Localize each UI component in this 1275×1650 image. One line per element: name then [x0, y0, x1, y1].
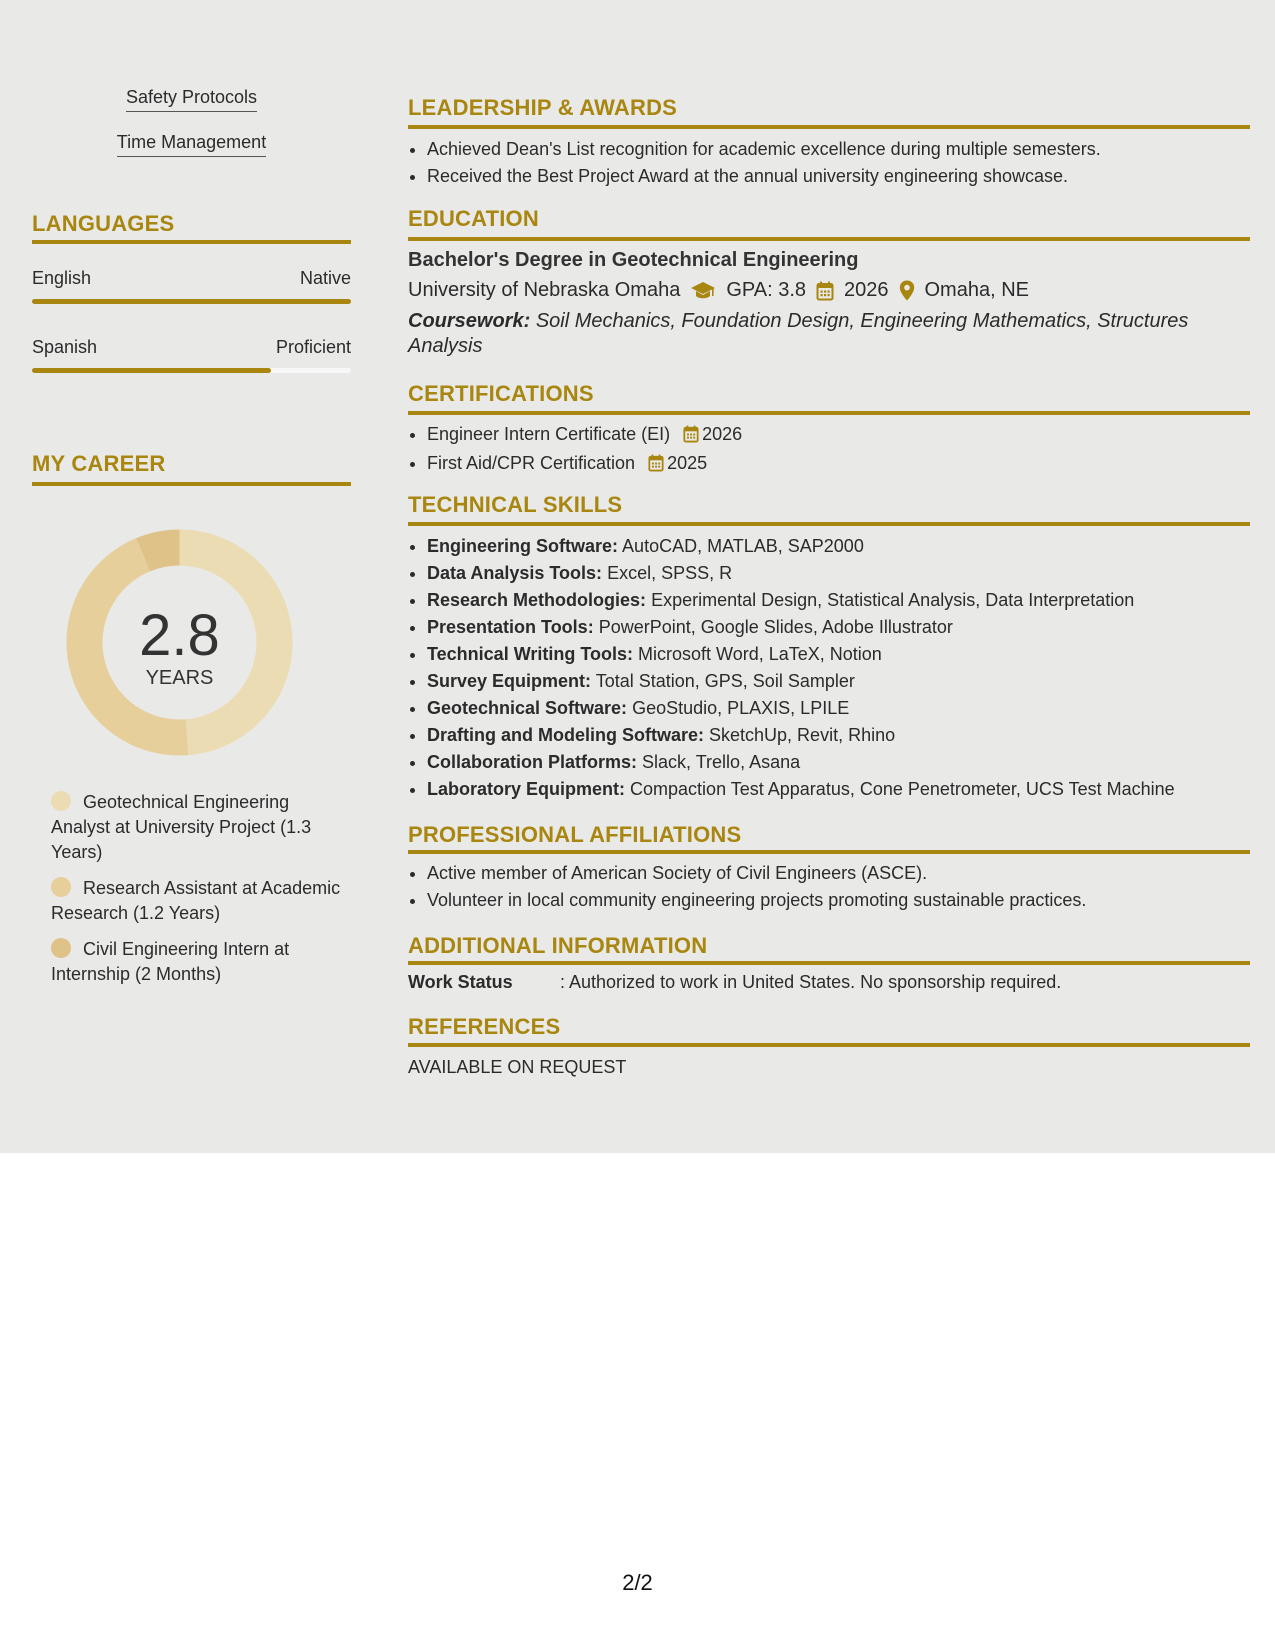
- list-item: • Received the Best Project Award at the annual university engineering showcase.: [427, 163, 1269, 190]
- career-legend-item: Geotechnical Engineering Analyst at University Project (1.3 Years): [51, 792, 312, 862]
- languages-title: LANGUAGES: [32, 211, 175, 236]
- language-row: [32, 337, 351, 358]
- skill-row: [427, 695, 1269, 722]
- skill-category: Laboratory Equipment:: [427, 779, 626, 799]
- skill-values: GeoStudio, PLAXIS, LPILE: [632, 698, 850, 718]
- legend-swatch: [51, 938, 71, 958]
- skill-category: Research Methodologies:: [427, 590, 647, 610]
- graduation-cap-icon: [690, 281, 716, 301]
- references-text: AVAILABLE ON REQUEST: [408, 1057, 627, 1077]
- work-status-row: [408, 972, 1061, 993]
- coursework-text: Soil Mechanics, Foundation Design, Engineering Mathematics, Structures Analysis: [408, 310, 1189, 357]
- language-name: Spanish: [32, 337, 98, 357]
- section-rule: [408, 522, 1250, 526]
- section-rule: [408, 237, 1250, 241]
- language-level: Native: [299, 268, 351, 288]
- skill-row: [427, 614, 1269, 641]
- list-item: • Volunteer in local community engineering projects promoting sustainable practices.: [427, 887, 1269, 914]
- education-title: EDUCATION: [408, 206, 539, 231]
- section-rule: [32, 482, 351, 486]
- skill-row: [427, 749, 1269, 776]
- education-year: 2026: [844, 279, 889, 301]
- list-item: • First Aid/CPR Certification 2025: [427, 449, 1269, 478]
- skill-category: Geotechnical Software:: [427, 698, 628, 718]
- language-name: English: [32, 268, 92, 288]
- skill-category: Technical Writing Tools:: [427, 644, 634, 664]
- work-status-label: Work Status: [408, 972, 513, 992]
- education-location: Omaha, NE: [924, 279, 1029, 301]
- language-row: [32, 268, 351, 289]
- language-bar-fill: [32, 299, 351, 304]
- section-rule: [408, 850, 1250, 854]
- skill-item: Time Management: [32, 132, 351, 157]
- list-item: • Achieved Dean's List recognition for academic excellence during multiple semesters.: [427, 136, 1269, 163]
- education-degree: Bachelor's Degree in Geotechnical Engineering: [408, 249, 859, 271]
- technical-skills-title: TECHNICAL SKILLS: [408, 492, 623, 517]
- language-bar-fill: [32, 368, 271, 373]
- skill-category: Survey Equipment:: [427, 671, 592, 691]
- skill-values: Excel, SPSS, R: [607, 563, 733, 583]
- education-coursework: [408, 309, 1250, 359]
- skill-values: Microsoft Word, LaTeX, Notion: [638, 644, 882, 664]
- career-title: MY CAREER: [32, 451, 166, 476]
- skill-row: [427, 776, 1269, 803]
- section-rule: [408, 1043, 1250, 1047]
- career-legend-item: Civil Engineering Intern at Internship (2 Months): [51, 939, 290, 984]
- section-rule: [32, 240, 351, 244]
- education-school: University of Nebraska Omaha: [408, 279, 681, 301]
- section-rule: [408, 961, 1250, 965]
- certifications-list: [408, 420, 1269, 478]
- language-level: Proficient: [275, 337, 351, 357]
- skill-values: AutoCAD, MATLAB, SAP2000: [622, 536, 864, 556]
- skill-values: Compaction Test Apparatus, Cone Penetrometer, UCS Test Machine: [630, 779, 1175, 799]
- career-total-unit: YEARS: [145, 667, 214, 689]
- skill-row: [427, 668, 1269, 695]
- career-donut-chart: [65, 528, 294, 757]
- calendar-icon: [683, 425, 699, 443]
- calendar-icon: [816, 281, 834, 301]
- skill-row: [427, 533, 1269, 560]
- technical-skills-list: [408, 533, 1269, 803]
- education-details: [408, 279, 1029, 302]
- skill-row: [427, 641, 1269, 668]
- location-pin-icon: [899, 280, 915, 301]
- skill-category: Data Analysis Tools:: [427, 563, 603, 583]
- work-status-value: : Authorized to work in United States. No sponsorship required.: [560, 972, 1062, 992]
- skill-values: SketchUp, Revit, Rhino: [709, 725, 896, 745]
- education-gpa: GPA: 3.8: [726, 279, 806, 301]
- list-item: • Engineer Intern Certificate (EI) 2026: [427, 420, 1269, 449]
- skill-row: [427, 587, 1269, 614]
- skill-category: Collaboration Platforms:: [427, 752, 638, 772]
- page-number: 2/2: [622, 1570, 653, 1595]
- skill-category: Presentation Tools:: [427, 617, 594, 637]
- skill-values: Experimental Design, Statistical Analysis, Data Interpretation: [651, 590, 1135, 610]
- skill-category: Drafting and Modeling Software:: [427, 725, 704, 745]
- affiliations-title: PROFESSIONAL AFFILIATIONS: [408, 822, 742, 847]
- skill-row: [427, 560, 1269, 587]
- affiliations-list: [408, 860, 1269, 914]
- skill-row: [427, 722, 1269, 749]
- section-rule: [408, 125, 1250, 129]
- skill-category: Engineering Software:: [427, 536, 619, 556]
- references-title: REFERENCES: [408, 1014, 561, 1039]
- legend-swatch: [51, 791, 71, 811]
- language-bar: [32, 299, 351, 304]
- calendar-icon: [648, 454, 664, 472]
- skill-item: Safety Protocols: [32, 87, 351, 112]
- leadership-title: LEADERSHIP & AWARDS: [408, 95, 678, 120]
- career-total-value: 2.8: [139, 603, 220, 668]
- career-legend-item: Research Assistant at Academic Research (1.2 Years): [51, 878, 341, 923]
- coursework-label: Coursework:: [408, 310, 531, 332]
- section-rule: [408, 411, 1250, 415]
- leadership-list: [408, 136, 1269, 190]
- skill-values: Slack, Trello, Asana: [642, 752, 801, 772]
- language-bar: [32, 368, 351, 373]
- legend-swatch: [51, 877, 71, 897]
- skill-values: PowerPoint, Google Slides, Adobe Illustrator: [598, 617, 953, 637]
- list-item: • Active member of American Society of Civil Engineers (ASCE).: [427, 860, 1269, 887]
- additional-info-title: ADDITIONAL INFORMATION: [408, 933, 708, 958]
- skill-values: Total Station, GPS, Soil Sampler: [595, 671, 855, 691]
- certifications-title: CERTIFICATIONS: [408, 381, 594, 406]
